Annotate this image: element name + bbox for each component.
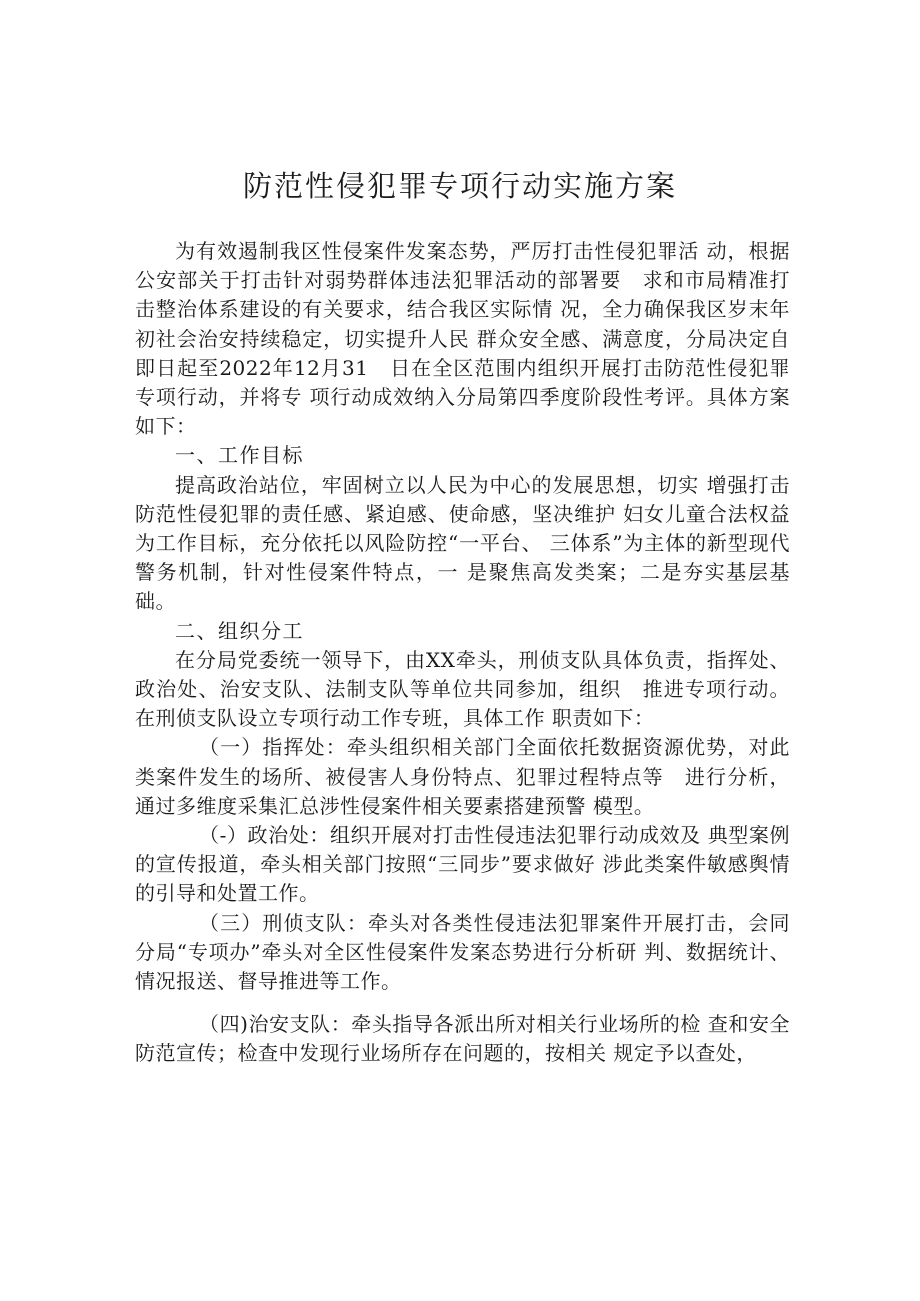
document-body	[135, 237, 790, 1069]
duty-item-public-security: （四)治安支队：牵头指导各派出所对相关行业场所的检 查和安全防范宣传；检查中发现行业场所存在问题的，按相关 规定予以查处，	[135, 1012, 790, 1066]
organization-paragraph: 在分局党委统一领导下，由XX牵头，刑侦支队具体负责，指挥处、政治处、治安支队、法制支队等单位共同参加，组织 推进专项行动。在刑侦支队设立专项行动工作专班，具体工作 职责如下：	[135, 647, 790, 731]
duty-item-command: （一）指挥处：牵头组织相关部门全面依托数据资源优势，对此类案件发生的场所、被侵害人身份特点、犯罪过程特点等 进行分析，通过多维度采集汇总涉性侵案件相关要素搭建预警 模型。	[135, 735, 790, 818]
goals-paragraph: 提高政治站位，牢固树立以人民为中心的发展思想，切实 增强打击防范性侵犯罪的责任感、紧迫感、使命感，坚决维护 妇女儿童合法权益为工作目标，充分依托以风险防控“一平台、 三体系”为主体的新型现代警务机制，针对性侵案件特点，一 是聚焦高发类案；二是夯实基层基础。	[135, 472, 790, 614]
document-title: 防范性侵犯罪专项行动实施方案	[242, 169, 677, 203]
duty-item-political: （-）政治处：组织开展对打击性侵违法犯罪行动成效及 典型案例的宣传报道，牵头相关部门按照“三同步”要求做好 涉此类案件敏感舆情的引导和处置工作。	[135, 823, 790, 906]
duty-item-criminal-investigation: （三）刑侦支队：牵头对各类性侵违法犯罪案件开展打击，会同分局“专项办”牵头对全区性侵案件发案态势进行分析研 判、数据统计、情况报送、督导推进等工作。	[135, 910, 790, 994]
intro-paragraph: 为有效遏制我区性侵案件发案态势，严厉打击性侵犯罪活 动，根据公安部关于打击针对弱势群体违法犯罪活动的部署要 求和市局精准打击整治体系建设的有关要求，结合我区实际情 况，全力确保我区岁末年初社会治安持续稳定，切实提升人民 群众安全感、满意度，分局决定自即日起至2022年12月31 日在全区范围内组织开展打击防范性侵犯罪专项行动，并将专 项行动成效纳入分局第四季度阶段性考评。具体方案如下：	[135, 239, 790, 439]
section-heading-organization: 二、组织分工	[175, 618, 304, 643]
section-heading-goals: 一、工作目标	[175, 443, 304, 468]
